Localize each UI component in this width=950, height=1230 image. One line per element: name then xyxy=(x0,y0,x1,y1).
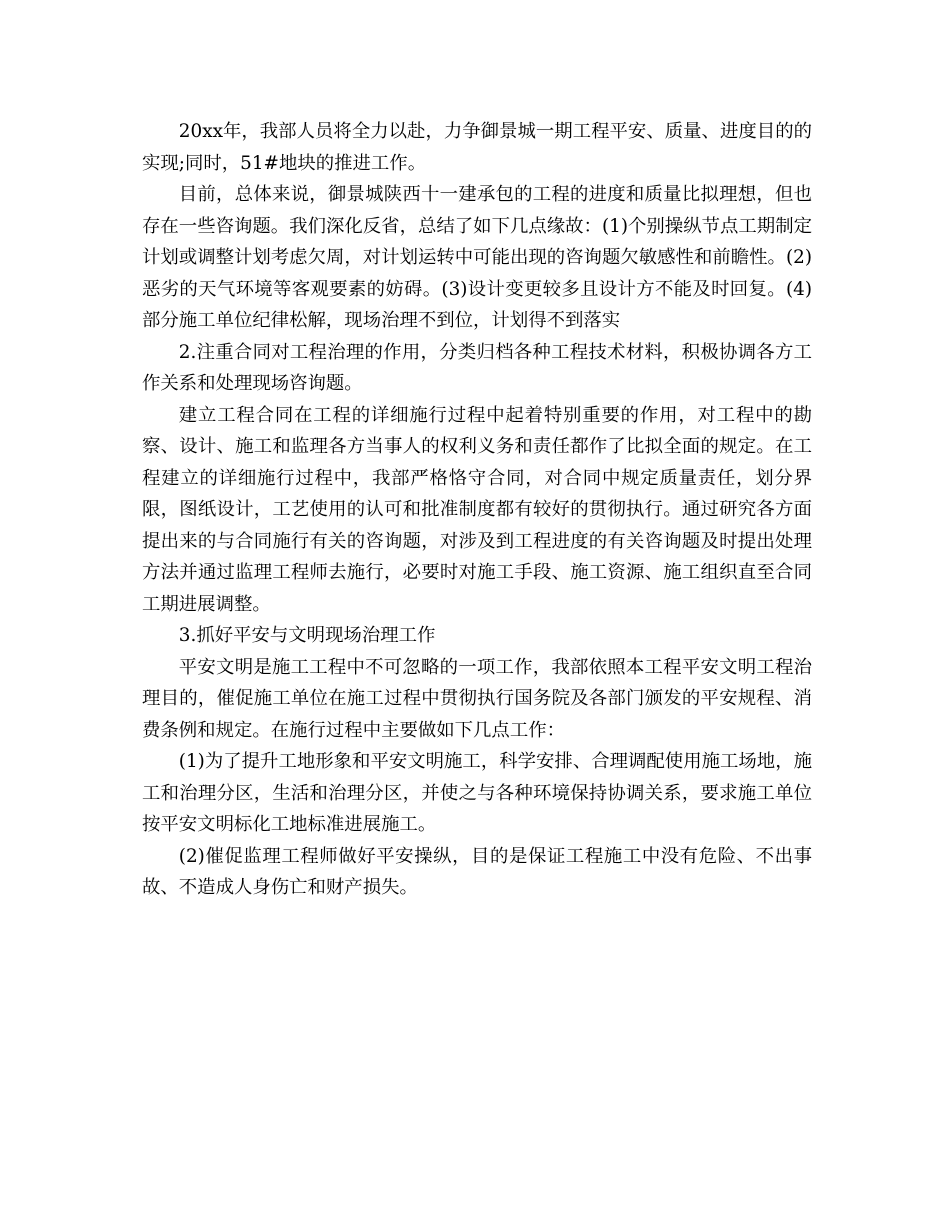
paragraph-item-1: (1)为了提升工地形象和平安文明施工，科学安排、合理调配使用施工场地，施工和治理分区，生活和治理分区，并使之与各种环境保持协调关系，要求施工单位按平安文明标化工地标准进展施工。 xyxy=(142,751,812,835)
paragraph-intro: 20xx年，我部人员将全力以赴，力争御景城一期工程平安、质量、进度目的的实现;同时，51#地块的推进工作。 xyxy=(142,121,812,174)
paragraph-heading-3: 3.抓好平安与文明现场治理工作 xyxy=(178,625,436,646)
paragraph-heading-2: 2.注重合同对工程治理的作用，分类归档各种工程技术材料，积极协调各方工作关系和处理现场咨询题。 xyxy=(142,341,812,394)
paragraph-contract: 建立工程合同在工程的详细施行过程中起着特别重要的作用，对工程中的勘察、设计、施工和监理各方当事人的权利义务和责任都作了比拟全面的规定。在工程建立的详细施行过程中，我部严格恪守合同，对合同中规定质量责任，划分界限，图纸设计，工艺使用的认可和批准制度都有较好的贯彻执行。通过研究各方面提出来的与合同施行有关的咨询题，对涉及到工程进度的有关咨询题及时提出处理方法并通过监理工程师去施行，必要时对施工手段、施工资源、施工组织直至合同工期进展调整。 xyxy=(142,404,812,615)
paragraph-current-status: 目前，总体来说，御景城陕西十一建承包的工程的进度和质量比拟理想，但也存在一些咨询题。我们深化反省，总结了如下几点缘故：(1)个别操纵节点工期制定计划或调整计划考虑欠周，对计划运转中可能出现的咨询题欠敏感性和前瞻性。(2)恶劣的天气环境等客观要素的妨碍。(3)设计变更较多且设计方不能及时回复。(4)部分施工单位纪律松解，现场治理不到位，计划得不到落实 xyxy=(142,184,812,331)
paragraph-safety: 平安文明是施工工程中不可忽略的一项工作，我部依照本工程平安文明工程治理目的，催促施工单位在施工过程中贯彻执行国务院及各部门颁发的平安规程、消费条例和规定。在施行过程中主要做如下几点工作： xyxy=(142,656,812,741)
paragraph-item-2: (2)催促监理工程师做好平安操纵，目的是保证工程施工中没有危险、不出事故、不造成人身伤亡和财产损失。 xyxy=(142,845,812,898)
document-body xyxy=(142,116,812,904)
